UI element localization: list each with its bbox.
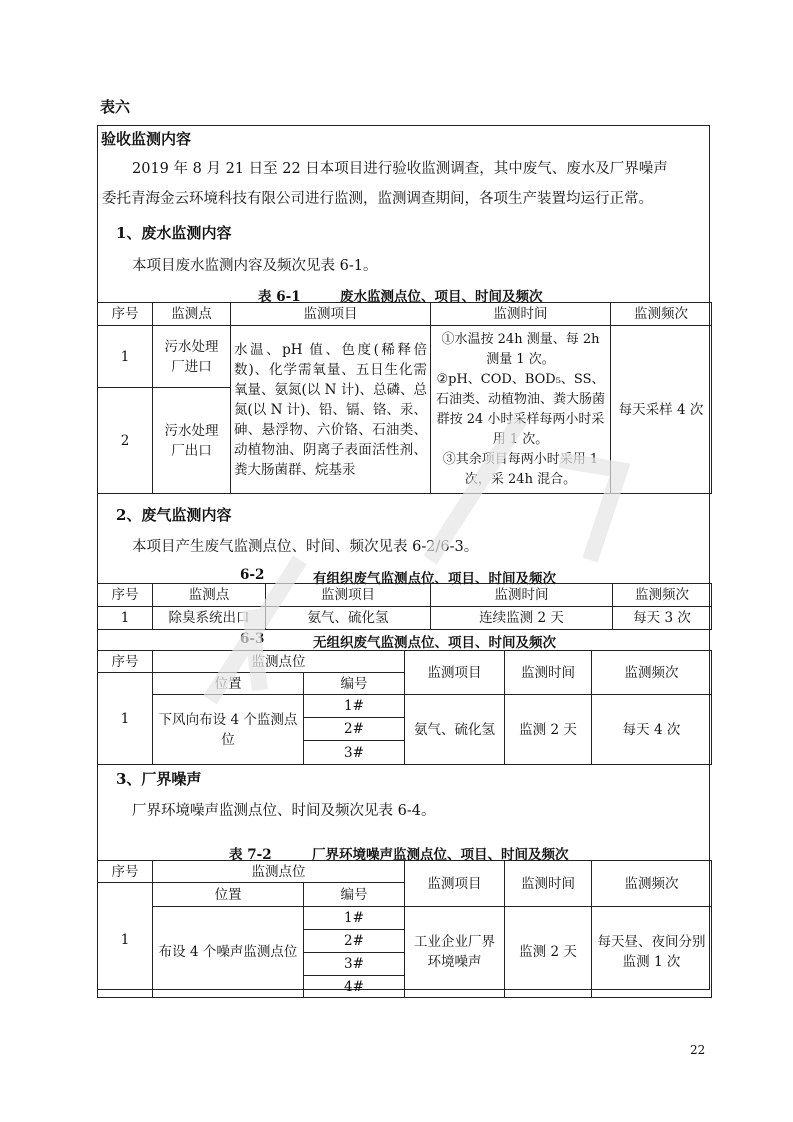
cell: 1	[98, 883, 153, 998]
row-point: 污水处理 厂出口	[153, 388, 231, 494]
cell: 1	[98, 607, 153, 630]
cell: 连续监测 2 天	[431, 607, 613, 630]
page-number: 22	[690, 1043, 706, 1057]
section-label: 表六	[100, 98, 131, 116]
th: 序号	[98, 303, 153, 326]
th: 监测频次	[613, 584, 712, 607]
cell: 每天昼、夜间分别监测 1 次	[592, 907, 712, 998]
table-6-2-caption: 有组织废气监测点位、项目、时间及频次	[313, 571, 556, 587]
box-title: 验收监测内容	[101, 130, 192, 148]
fugitive-exhaust-table	[97, 650, 712, 765]
cell: 1#	[304, 907, 405, 930]
cell: 2#	[304, 718, 405, 741]
th: 监测点位	[153, 861, 405, 883]
row-no: 1	[98, 326, 153, 388]
table-6-3-caption: 无组织废气监测点位、项目、时间及频次	[313, 635, 556, 651]
th: 编号	[304, 883, 405, 907]
th: 位置	[153, 673, 304, 695]
table-6-3-number: 6-3	[240, 631, 265, 647]
th: 监测时间	[431, 303, 611, 326]
monitoring-items: 水温、pH 值、色度(稀释倍数)、化学需氧量、五日生化需氧量、氨氮(以 N 计)、总磷、总氮(以 N 计)、铅、镉、铬、汞、砷、悬浮物、六价铬、石油类、动植物油、阴离子表面活性剂、粪大肠菌群、烷基汞	[231, 326, 431, 494]
noise-table	[97, 860, 712, 998]
th: 监测频次	[592, 861, 712, 907]
cell: 1#	[304, 695, 405, 718]
cell: 3#	[304, 741, 405, 765]
intro-line-2: 委托青海金云环境科技有限公司进行监测，监测调查期间，各项生产装置均运行正常。	[102, 191, 653, 207]
table-6-1-caption: 废水监测点位、项目、时间及频次	[340, 289, 543, 305]
cell: 氨气、硫化氢	[405, 695, 505, 765]
th: 监测项目	[231, 303, 431, 326]
monitoring-time: ①水温按 24h 测量、每 2h 测量 1 次。 ②pH、COD、BOD₅、SS、石油类、动植物油、粪大肠菌群按 24 小时采样每两小时采用 1 次。 ③其余项目每两小时采用 1 次，采 24h 混合。	[431, 326, 611, 494]
th: 序号	[98, 584, 153, 607]
cell: 氨气、硫化氢	[266, 607, 431, 630]
exhaust-para: 本项目产生废气监测点位、时间、频次见表 6-2/6-3。	[132, 539, 479, 555]
th: 序号	[98, 651, 153, 673]
cell: 下风向布设 4 个监测点位	[153, 695, 304, 765]
th: 监测点	[153, 584, 266, 607]
th: 监测项目	[266, 584, 431, 607]
table-6-2-number: 6-2	[240, 567, 265, 583]
row-no: 2	[98, 388, 153, 494]
intro-line-1: 2019 年 8 月 21 日至 22 日本项目进行验收监测调查，其中废气、废水及厂界噪声	[132, 161, 668, 177]
th: 位置	[153, 883, 304, 907]
th: 监测频次	[611, 303, 712, 326]
row-point: 污水处理 厂进口	[153, 326, 231, 388]
th: 序号	[98, 861, 153, 883]
table-6-1-number: 表 6-1	[258, 289, 301, 305]
cell: 3#	[304, 953, 405, 976]
table-7-2-number: 表 7-2	[229, 847, 272, 863]
cell: 2#	[304, 930, 405, 953]
th: 监测频次	[592, 651, 712, 695]
th: 监测项目	[405, 651, 505, 695]
th: 监测时间	[505, 651, 592, 695]
organized-exhaust-table	[97, 583, 712, 630]
cell: 每天 3 次	[613, 607, 712, 630]
wastewater-table	[97, 302, 712, 494]
cell: 监测 2 天	[505, 695, 592, 765]
th: 监测点	[153, 303, 231, 326]
table-7-2-caption: 厂界环境噪声监测点位、项目、时间及频次	[312, 847, 569, 863]
th: 监测时间	[431, 584, 613, 607]
wastewater-para: 本项目废水监测内容及频次见表 6-1。	[132, 258, 378, 274]
monitoring-frequency: 每天采样 4 次	[611, 326, 712, 494]
cell: 4#	[304, 976, 405, 998]
cell: 1	[98, 673, 153, 765]
cell: 除臭系统出口	[153, 607, 266, 630]
heading-noise: 3、厂界噪声	[116, 770, 202, 788]
heading-wastewater: 1、废水监测内容	[116, 224, 232, 242]
cell: 每天 4 次	[592, 695, 712, 765]
th: 编号	[304, 673, 405, 695]
th: 监测项目	[405, 861, 505, 907]
th: 监测时间	[505, 861, 592, 907]
cell: 监测 2 天	[505, 907, 592, 998]
th: 监测点位	[153, 651, 405, 673]
heading-exhaust: 2、废气监测内容	[116, 506, 232, 524]
noise-para: 厂界环境噪声监测点位、时间及频次见表 6-4。	[132, 803, 436, 819]
cell: 布设 4 个噪声监测点位	[153, 907, 304, 998]
cell: 工业企业厂界环境噪声	[405, 907, 505, 998]
